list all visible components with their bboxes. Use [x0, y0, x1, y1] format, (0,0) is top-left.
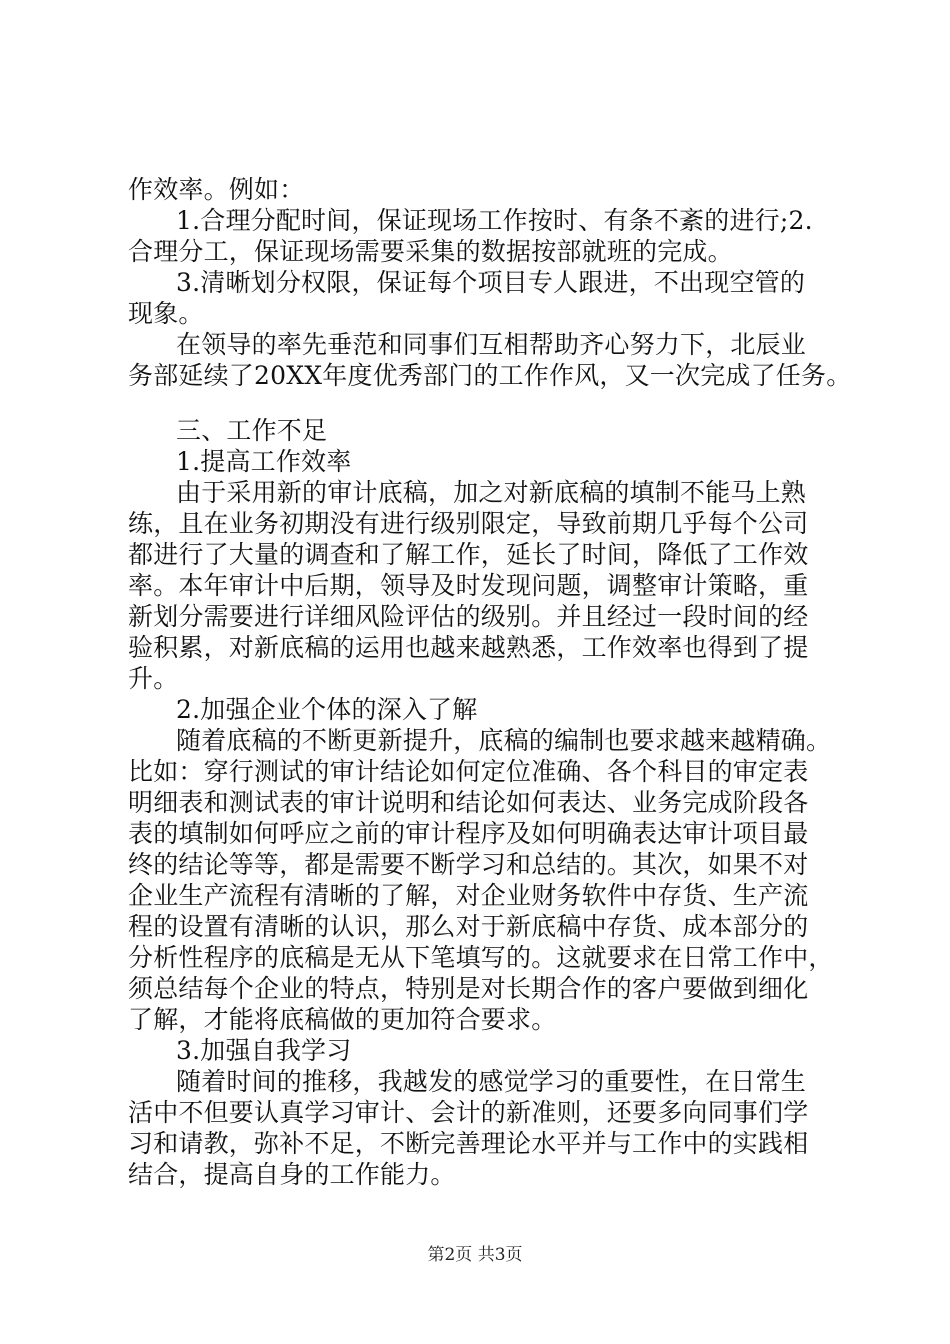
- text-line: 表的填制如何呼应之前的审计程序及如何明确表达审计项目最: [128, 819, 809, 848]
- text-line: 三、工作不足: [176, 416, 328, 445]
- text-line: 比如：穿行测试的审计结论如何定位准确、各个科目的审定表: [128, 757, 809, 786]
- text-line: 终的结论等等，都是需要不断学习和总结的。其次，如果不对: [128, 850, 809, 879]
- document-body: [128, 174, 852, 1190]
- text-line: 由于采用新的审计底稿，加之对新底稿的填制不能马上熟: [176, 478, 807, 507]
- text-line: 习和请教，弥补不足，不断完善理论水平并与工作中的实践相: [128, 1129, 809, 1158]
- text-line: 练，且在业务初期没有进行级别限定，导致前期几乎每个公司: [128, 509, 809, 538]
- text-line: 活中不但要认真学习审计、会计的新准则，还要多向同事们学: [128, 1098, 809, 1127]
- text-line: 1.合理分配时间，保证现场工作按时、有条不紊的进行;2.: [176, 206, 813, 235]
- text-line: 明细表和测试表的审计说明和结论如何表达、业务完成阶段各: [128, 788, 809, 817]
- text-line: 3.加强自我学习: [176, 1036, 352, 1065]
- text-line: 1.提高工作效率: [176, 447, 352, 476]
- text-line: 都进行了大量的调查和了解工作，延长了时间，降低了工作效: [128, 540, 809, 569]
- text-line: 须总结每个企业的特点，特别是对长期合作的客户要做到细化: [128, 974, 809, 1003]
- text-line: 在领导的率先垂范和同事们互相帮助齐心努力下，北辰业: [176, 330, 807, 359]
- text-line: 验积累，对新底稿的运用也越来越熟悉，工作效率也得到了提: [128, 633, 809, 662]
- text-line: 作效率。例如：: [128, 175, 305, 204]
- text-line: 了解，才能将底稿做的更加符合要求。: [128, 1005, 557, 1034]
- text-line: 务部延续了20XX年度优秀部门的工作作风，又一次完成了任务。: [128, 361, 852, 390]
- text-line: 随着底稿的不断更新提升，底稿的编制也要求越来越精确。: [176, 726, 832, 755]
- text-line: 3.清晰划分权限，保证每个项目专人跟进，不出现空管的: [176, 268, 806, 297]
- text-line: 率。本年审计中后期，领导及时发现问题，调整审计策略，重: [128, 571, 809, 600]
- paragraph-spacer: [128, 391, 840, 415]
- text-line: 新划分需要进行详细风险评估的级别。并且经过一段时间的经: [128, 602, 809, 631]
- text-line: 分析性程序的底稿是无从下笔填写的。这就要求在日常工作中，: [128, 943, 834, 972]
- text-line: 程的设置有清晰的认识，那么对于新底稿中存货、成本部分的: [128, 912, 809, 941]
- text-line: 升。: [128, 664, 179, 693]
- text-line: 随着时间的推移，我越发的感觉学习的重要性，在日常生: [176, 1067, 807, 1096]
- text-line: 合理分工，保证现场需要采集的数据按部就班的完成。: [128, 237, 733, 266]
- text-line: 2.加强企业个体的深入了解: [176, 695, 478, 724]
- text-line: 企业生产流程有清晰的了解，对企业财务软件中存货、生产流: [128, 881, 809, 910]
- text-line: 结合，提高自身的工作能力。: [128, 1160, 456, 1189]
- page-number-footer: 第2页 共3页: [427, 1245, 523, 1265]
- text-line: 现象。: [128, 299, 204, 328]
